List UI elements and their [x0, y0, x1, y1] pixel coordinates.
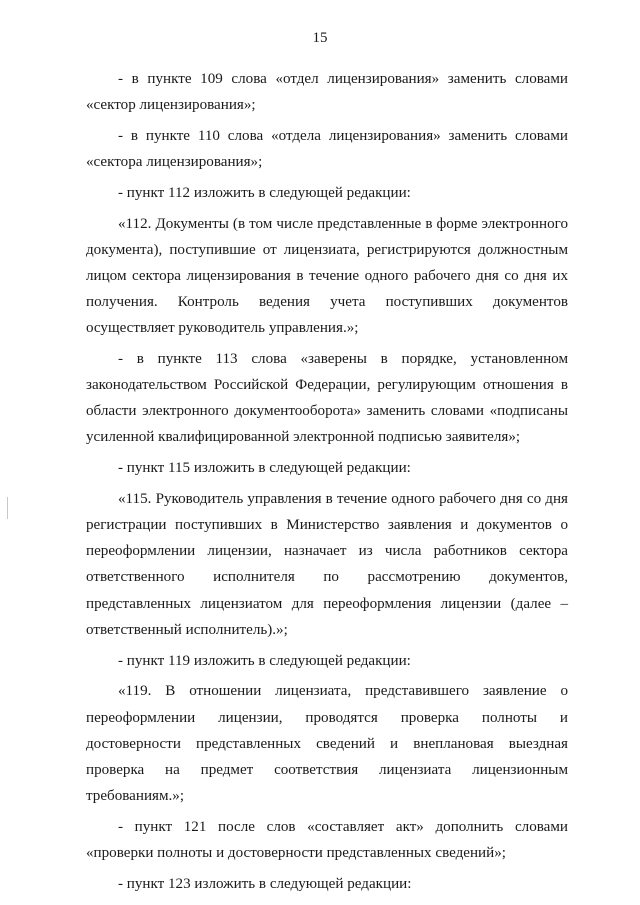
paragraph-amend-110: - в пункте 110 слова «отдела лицензирования» заменить словами «сектора лицензирования»; — [86, 127, 568, 171]
paragraph-119-text: «119. В отношении лицензиата, представившего заявление о переоформлении лицензии, проводятся проверка полноты и достоверности представленных сведений и внеплановая выездная проверка на предмет соответствия лицензиата лицензионным требованиям.»; — [86, 683, 568, 804]
paragraph-amend-119-intro: - пункт 119 изложить в следующей редакции: — [118, 652, 411, 669]
paragraph-amend-115-intro: - пункт 115 изложить в следующей редакции: — [118, 460, 411, 477]
paragraph-amend-113: - в пункте 113 слова «заверены в порядке, установленном законодательством Российской Федерации, регулирующим отношения в области электронного документооборота» заменить словами «подписаны усиленной квалифицированной электронной подписью заявителя»; — [86, 351, 568, 446]
paragraph-112-text: «112. Документы (в том числе представленные в форме электронного документа), поступившие от лицензиата, регистрируются должностным лицом сектора лицензирования в течение одного рабочего дня со дня их получения. Контроль ведения учета поступивших документов осуществляет руководитель управления.»; — [86, 215, 568, 337]
paragraph-115-text: «115. Руководитель управления в течение одного рабочего дня со дня регистрации поступивших в Министерство заявления и документов о переоформлении лицензии, назначает из числа работников сектора ответственного исполнителя по рассмотрению документов, представленных лицензиатом для переоформления лицензии (далее – ответственный исполнитель).»; — [86, 491, 568, 638]
paragraph-amend-121: - пункт 121 после слов «составляет акт» дополнить словами «проверки полноты и достоверности представленных сведений»; — [86, 818, 568, 861]
paragraph-amend-123-intro: - пункт 123 изложить в следующей редакции: — [118, 875, 412, 892]
scan-margin-mark — [7, 497, 8, 519]
paragraph-amend-112-intro: - пункт 112 изложить в следующей редакции: — [118, 184, 411, 201]
document-body — [86, 66, 568, 902]
page-number: 15 — [312, 30, 328, 46]
paragraph-amend-109: - в пункте 109 слова «отдел лицензирования» заменить словами «сектор лицензирования»; — [86, 71, 568, 114]
